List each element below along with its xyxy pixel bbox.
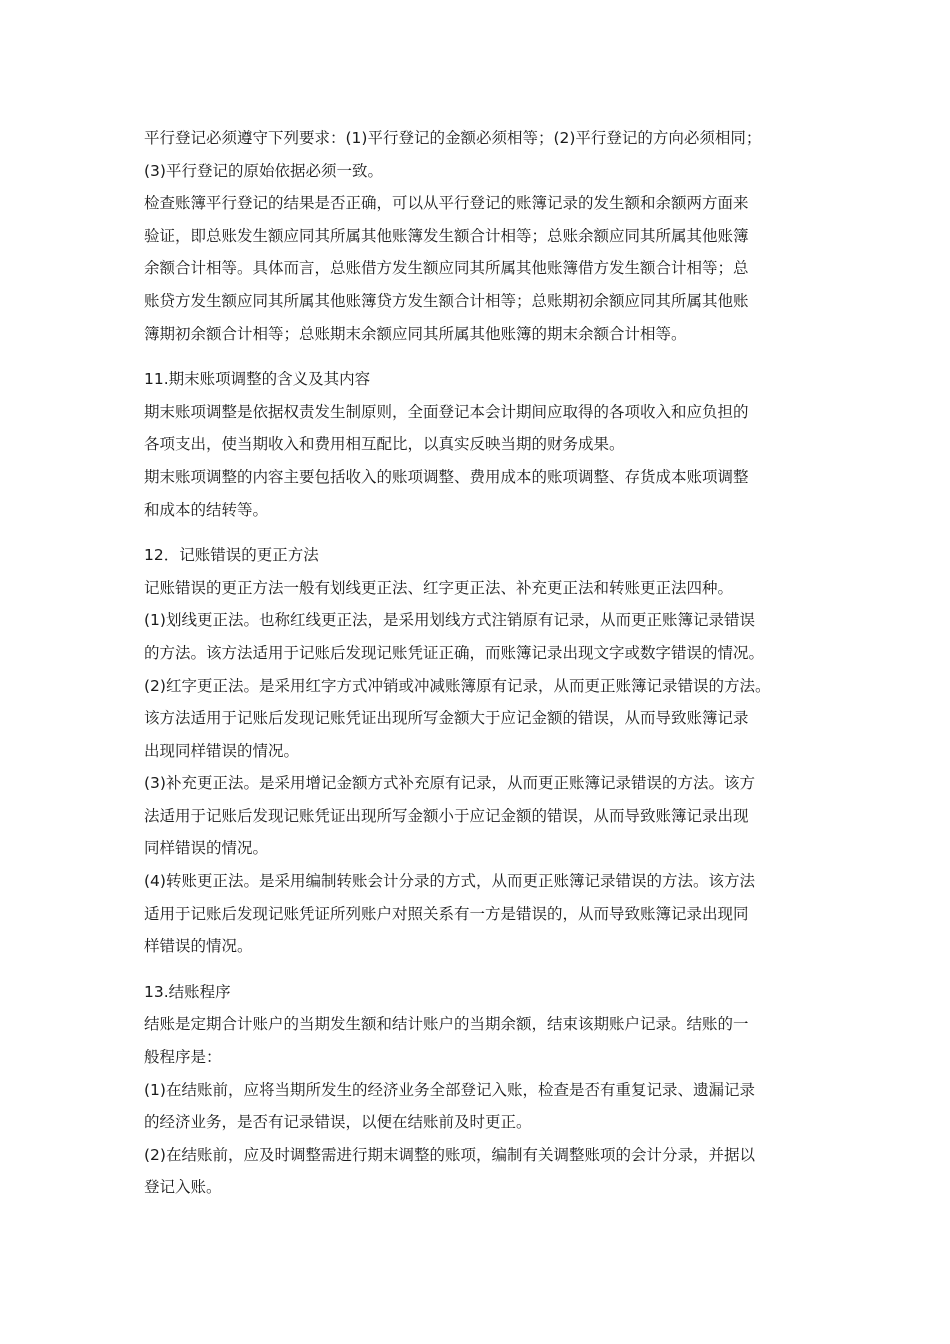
section-11 (144, 363, 816, 526)
section-parallel-posting (144, 122, 816, 350)
paragraph-line: 余额合计相等。具体而言，总账借方发生额应同其所属其他账簿借方发生额合计相等；总 (144, 259, 749, 278)
paragraph-line: 验证，即总账发生额应同其所属其他账簿发生额合计相等；总账余额应同其所属其他账簿 (144, 226, 749, 245)
paragraph-line: 簿期初余额合计相等；总账期末余额应同其所属其他账簿的期末余额合计相等。 (144, 324, 687, 343)
paragraph-line: 的方法。该方法适用于记账后发现记账凭证正确，而账簿记录出现文字或数字错误的情况。 (144, 643, 765, 662)
paragraph-line: 期末账项调整是依据权责发生制原则，全面登记本会计期间应取得的各项收入和应负担的 (144, 402, 749, 421)
paragraph-line: (3)补充更正法。是采用增记金额方式补充原有记录，从而更正账簿记录错误的方法。该方 (144, 774, 755, 793)
document-page (144, 122, 816, 1204)
section-heading: 11.期末账项调整的含义及其内容 (144, 370, 371, 389)
section-heading: 12．记账错误的更正方法 (144, 546, 319, 565)
paragraph-line: 各项支出，使当期收入和费用相互配比，以真实反映当期的财务成果。 (144, 435, 625, 454)
paragraph-line: 同样错误的情况。 (144, 839, 269, 858)
paragraph-line: 该方法适用于记账后发现记账凭证出现所写金额大于应记金额的错误，从而导致账簿记录 (144, 709, 749, 728)
paragraph-line: 样错误的情况。 (144, 937, 253, 956)
paragraph-line: 检查账簿平行登记的结果是否正确，可以从平行登记的账簿记录的发生额和余额两方面来 (144, 194, 749, 213)
section-heading: 13.结账程序 (144, 982, 231, 1001)
paragraph-line: 记账错误的更正方法一般有划线更正法、红字更正法、补充更正法和转账更正法四种。 (144, 578, 734, 597)
paragraph-line: 账贷方发生额应同其所属其他账簿贷方发生额合计相等；总账期初余额应同其所属其他账 (144, 291, 749, 310)
paragraph-line: 和成本的结转等。 (144, 500, 269, 519)
paragraph-line: (2)在结账前，应及时调整需进行期末调整的账项，编制有关调整账项的会计分录，并据以 (144, 1145, 755, 1164)
paragraph-line: 般程序是： (144, 1048, 222, 1067)
paragraph-line: 法适用于记账后发现记账凭证出现所写金额小于应记金额的错误，从而导致账簿记录出现 (144, 806, 749, 825)
paragraph-line: 的经济业务，是否有记录错误，以便在结账前及时更正。 (144, 1113, 532, 1132)
section-gap (144, 526, 816, 539)
paragraph-line: 期末账项调整的内容主要包括收入的账项调整、费用成本的账项调整、存货成本账项调整 (144, 467, 749, 486)
paragraph-line: (4)转账更正法。是采用编制转账会计分录的方式，从而更正账簿记录错误的方法。该方法 (144, 872, 755, 891)
paragraph-line: 登记入账。 (144, 1178, 222, 1197)
section-gap (144, 963, 816, 976)
section-12 (144, 539, 816, 963)
paragraph-line: 出现同样错误的情况。 (144, 741, 300, 760)
paragraph-line: 平行登记必须遵守下列要求：(1)平行登记的金额必须相等；(2)平行登记的方向必须相同； (144, 129, 762, 147)
section-gap (144, 350, 816, 363)
paragraph-line: (1)划线更正法。也称红线更正法，是采用划线方式注销原有记录，从而更正账簿记录错误 (144, 611, 755, 630)
paragraph-line: (1)在结账前，应将当期所发生的经济业务全部登记入账，检查是否有重复记录、遗漏记录 (144, 1080, 755, 1099)
paragraph-line: 结账是定期合计账户的当期发生额和结计账户的当期余额，结束该期账户记录。结账的一 (144, 1015, 749, 1034)
paragraph-line: (3)平行登记的原始依据必须一致。 (144, 161, 383, 180)
paragraph-line: (2)红字更正法。是采用红字方式冲销或冲减账簿原有记录，从而更正账簿记录错误的方法。 (144, 676, 771, 695)
paragraph-line: 适用于记账后发现记账凭证所列账户对照关系有一方是错误的，从而导致账簿记录出现同 (144, 904, 749, 923)
section-13 (144, 976, 816, 1204)
